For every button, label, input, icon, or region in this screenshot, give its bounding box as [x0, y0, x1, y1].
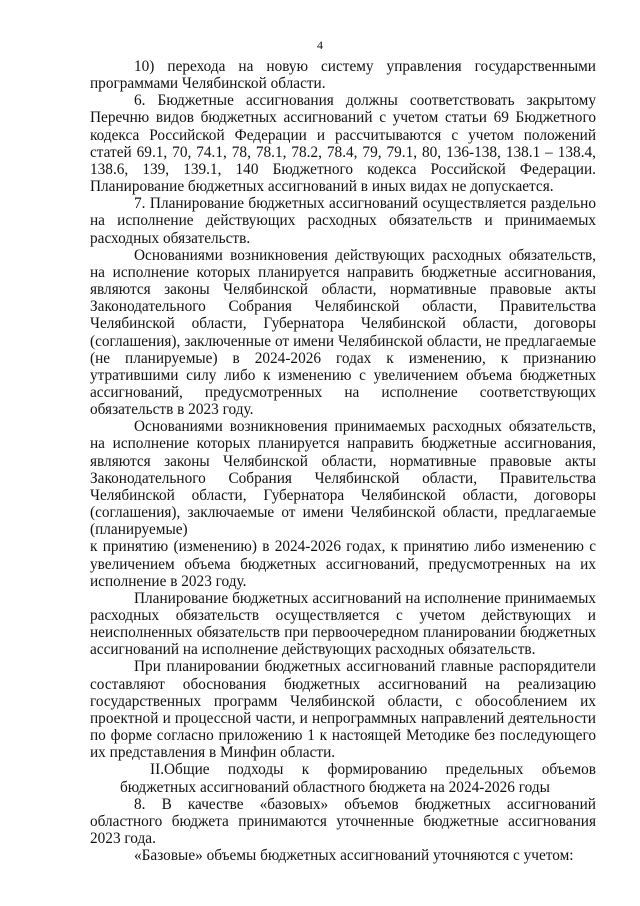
paragraph-clause-6: 6. Бюджетные ассигнования должны соответствовать закрытому Перечню видов бюджетных ассигнований с учетом статьи 69 Бюджетного кодекса Российской Федерации и рассчитываются с учетом положений статей 69.1, 70, 74.1, 78, 78.1, 78.2, 78.4, 79, 79.1, 80, 136-138, 138.1 – 138.4, 138.6, 139, 139.1, 140 Бюджетного кодекса Российской Федерации. Планирование бюджетных ассигнований в иных видах не допускается. [90, 92, 596, 196]
paragraph-existing-obligations: Основаниями возникновения действующих расходных обязательств, на исполнение которых планируется направить бюджетные ассигнования, являются законы Челябинской области, нормативные правовые акты Законодательного Собрания Челябинской области, Правительства Челябинской области, Губернатора Челябинской области, договоры (соглашения), заключенные от имени Челябинской области, не предлагаемые (не планируемые) в 2024-2026 годах к изменению, к признанию утратившими силу либо к изменению с увеличением объема бюджетных ассигнований, предусмотренных на исполнение соответствующих обязательств в 2023 году. [90, 246, 596, 419]
paragraph-new-obligations-continued: к принятию (изменению) в 2024-2026 годах, к принятию либо изменению с увеличением объема бюджетных ассигнований, предусмотренных на их исполнение в 2023 году. [90, 538, 596, 590]
paragraph-main-administrators: При планировании бюджетных ассигнований главные распорядители составляют обоснования бюджетных ассигнований на реализацию государственных программ Челябинской области, с обособлением их проектной и процессной части, и непрограммных направлений деятельности по форме согласно приложению 1 к настоящей Методике без последующего их представления в Минфин области. [90, 658, 596, 762]
paragraph-planning-new-obligations: Планирование бюджетных ассигнований на исполнение принимаемых расходных обязательств осуществляется с учетом действующих и неисполненных обязательств при первоочередном планировании бюджетных ассигнований на исполнение действующих расходных обязательств. [90, 589, 596, 659]
paragraph-clause-8: 8. В качестве «базовых» объемов бюджетных ассигнований областного бюджета принимаются уточненные бюджетные ассигнования 2023 года. [90, 795, 596, 848]
paragraph-item-10: 10) перехода на новую систему управления государственными программами Челябинской области. [90, 58, 596, 93]
document-body [90, 58, 596, 864]
section-number: II. [150, 761, 165, 779]
paragraph-new-obligations: Основаниями возникновения принимаемых расходных обязательств, на исполнение которых планируется направить бюджетные ассигнования, являются законы Челябинской области, нормативные правовые акты Законодательного Собрания Челябинской области, Правительства Челябинской области, Губернатора Челябинской области, договоры (соглашения), заключаемые от имени Челябинской области, предлагаемые (планируемые) [90, 418, 596, 539]
page-number: 4 [317, 38, 323, 52]
section-heading [90, 761, 596, 795]
section-title: Общие подходы к формированию предельных объемов бюджетных ассигнований областного бюджета на 2024-2026 годы [120, 761, 596, 796]
paragraph-base-volumes: «Базовые» объемы бюджетных ассигнований уточняются с учетом: [134, 847, 574, 865]
paragraph-clause-7: 7. Планирование бюджетных ассигнований осуществляется раздельно на исполнение действующих расходных обязательств и принимаемых расходных обязательств. [90, 195, 596, 247]
